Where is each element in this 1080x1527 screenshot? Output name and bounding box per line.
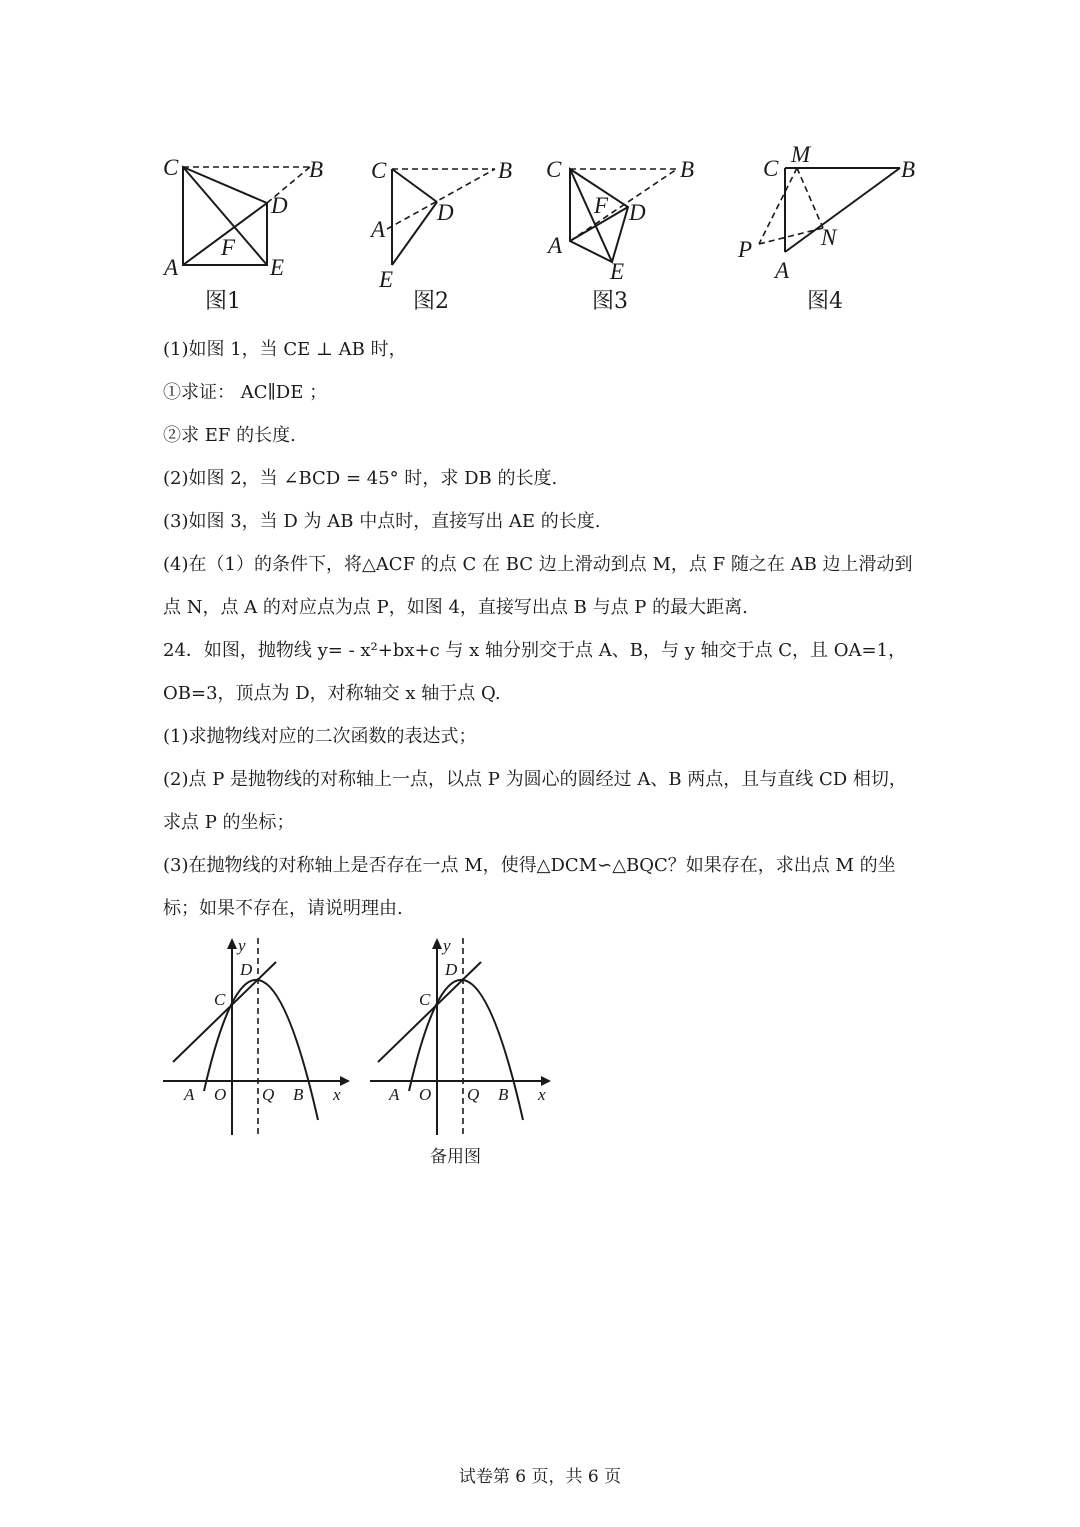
- q1-part1: ①求证： AC∥DE ；: [163, 382, 328, 403]
- q4-line2: 点 N，点 A 的对应点为点 P，如图 4，直接写出点 B 与点 P 的最大距离.: [163, 597, 748, 618]
- figure-4: [735, 140, 935, 320]
- q24-part3-line2: 标；如果不存在，请说明理由.: [163, 898, 403, 919]
- fig2-label-b: B: [498, 158, 513, 183]
- page-footer: 试卷第 6 页，共 6 页: [458, 1467, 622, 1487]
- fig2-caption: 图2: [413, 289, 449, 314]
- fig3-label-b: B: [680, 157, 695, 182]
- fig3-label-c: C: [546, 157, 562, 182]
- graph1-label-q: Q: [262, 1085, 275, 1104]
- q1-part2: ②求 EF 的长度.: [163, 425, 296, 446]
- parabola-graph-1: [160, 930, 360, 1140]
- graph2-label-a: A: [389, 1085, 400, 1104]
- graph1-label-d: D: [240, 960, 253, 979]
- q4-line1: (4)在（1）的条件下，将△ACF 的点 C 在 BC 边上滑动到点 M，点 F 随之在 AB 边上滑动到: [163, 554, 913, 575]
- fig1-label-f: F: [221, 235, 236, 260]
- q2: (2)如图 2，当 ∠BCD = 45° 时，求 DB 的长度.: [163, 468, 558, 489]
- figure-2: [365, 145, 535, 320]
- q24-line1: 24．如图，抛物线 y= - x²+bx+c 与 x 轴分别交于点 A、B，与 y 轴交于点 C，且 OA=1，: [163, 640, 907, 661]
- fig2-label-d: D: [437, 200, 454, 225]
- q24-line2: OB=3，顶点为 D，对称轴交 x 轴于点 Q.: [163, 683, 501, 704]
- fig1-label-c: C: [163, 155, 179, 180]
- fig2-label-c: C: [371, 158, 387, 183]
- figure-1: [155, 145, 345, 320]
- parabola-graph-2: [367, 930, 567, 1140]
- graph2-label-c: C: [419, 990, 431, 1009]
- backup-figure-caption: 备用图: [430, 1147, 481, 1167]
- fig4-caption: 图4: [807, 289, 843, 314]
- fig3-label-f: F: [594, 193, 609, 218]
- fig3-label-d: D: [629, 200, 646, 225]
- graph1-label-a: A: [184, 1085, 195, 1104]
- fig4-label-b: B: [901, 157, 916, 182]
- graph1-label-y: y: [238, 936, 246, 955]
- q24-part1: (1)求抛物线对应的二次函数的表达式；: [163, 726, 477, 747]
- graph1-label-b: B: [293, 1085, 304, 1104]
- fig4-label-n: N: [821, 225, 837, 250]
- graph2-label-b: B: [498, 1085, 509, 1104]
- fig1-label-d: D: [271, 193, 288, 218]
- q24-part3-line1: (3)在抛物线的对称轴上是否存在一点 M，使得△DCM∽△BQC？如果存在，求出点 M 的坐: [163, 855, 896, 876]
- fig1-label-e: E: [270, 255, 285, 280]
- fig2-label-e: E: [379, 267, 394, 292]
- graph2-label-d: D: [445, 960, 458, 979]
- graph1-label-c: C: [214, 990, 226, 1009]
- graph2-label-x: x: [538, 1085, 546, 1104]
- graph2-label-o: O: [419, 1085, 432, 1104]
- q24-part2-line2: 求点 P 的坐标；: [163, 812, 295, 833]
- fig4-label-a: A: [775, 258, 790, 283]
- figure-3: [540, 145, 715, 320]
- fig3-label-a: A: [548, 233, 563, 258]
- fig4-label-p: P: [738, 237, 753, 262]
- q3: (3)如图 3，当 D 为 AB 中点时，直接写出 AE 的长度.: [163, 511, 601, 532]
- fig4-label-c: C: [763, 156, 779, 181]
- question-text: [163, 328, 923, 930]
- graph1-label-o: O: [214, 1085, 227, 1104]
- fig1-label-b: B: [309, 157, 324, 182]
- fig3-label-e: E: [610, 259, 625, 284]
- fig4-label-m: M: [791, 142, 811, 167]
- fig1-caption: 图1: [205, 289, 241, 314]
- fig1-label-a: A: [164, 255, 179, 280]
- q1-intro: (1)如图 1，当 CE ⊥ AB 时，: [163, 339, 407, 360]
- q24-part2-line1: (2)点 P 是抛物线的对称轴上一点，以点 P 为圆心的圆经过 A、B 两点，且与直线 CD 相切，: [163, 769, 907, 790]
- graph2-label-q: Q: [467, 1085, 480, 1104]
- graph2-label-y: y: [443, 936, 451, 955]
- graph1-label-x: x: [333, 1085, 341, 1104]
- fig3-caption: 图3: [592, 289, 628, 314]
- fig2-label-a: A: [371, 217, 386, 242]
